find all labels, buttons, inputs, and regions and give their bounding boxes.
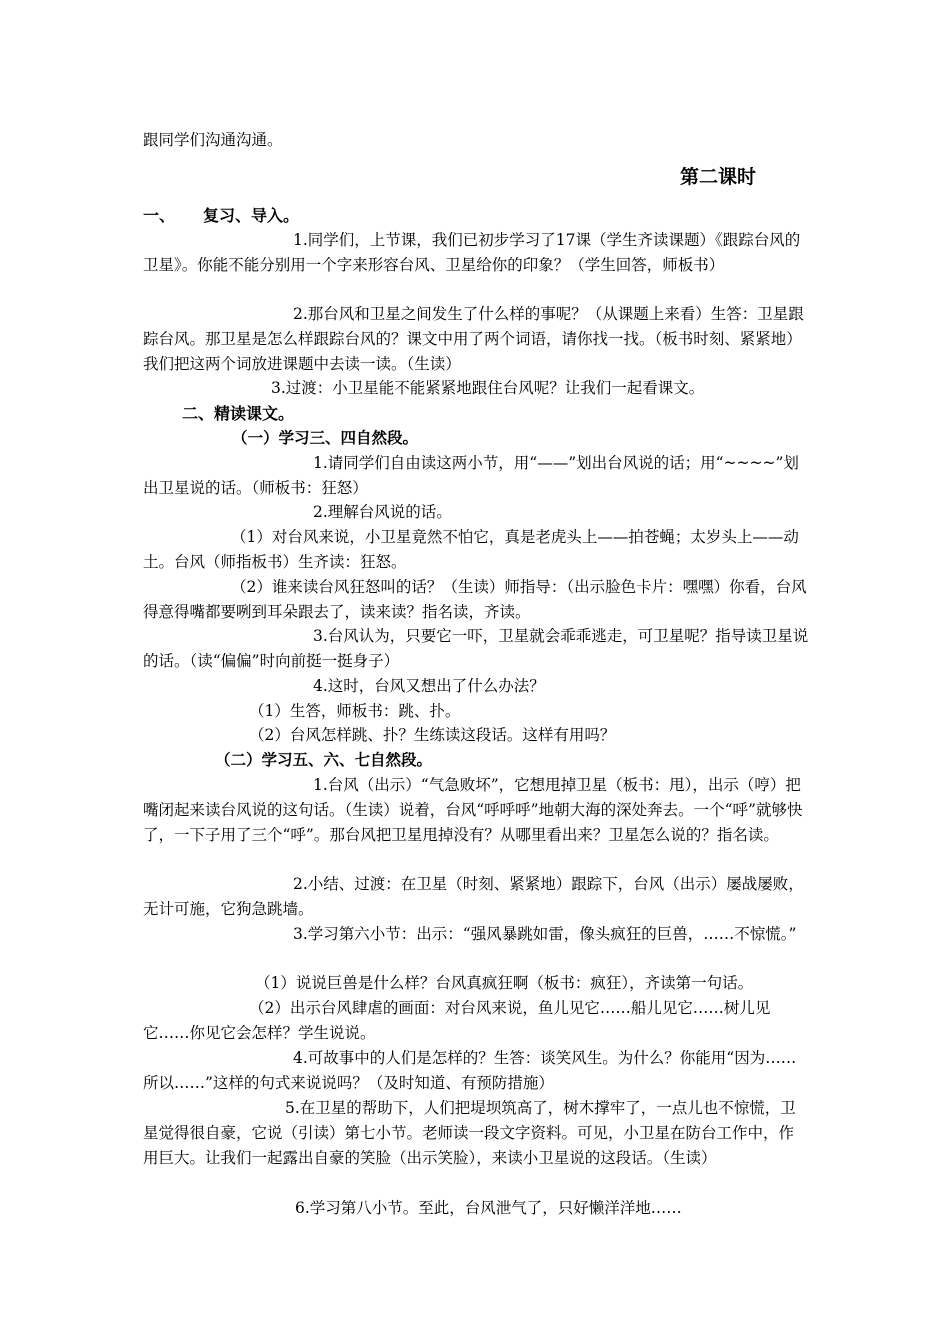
section1-paragraph-3: 3.过渡：小卫星能不能紧紧地跟住台风呢？让我们一起看课文。 [271,379,705,397]
part1-paragraph-3: （1）对台风来说，小卫星竟然不怕它，真是老虎头上——拍苍蝇；太岁头上——动土。台风（师指板书）生齐读：狂怒。 [143,528,799,571]
part1-paragraph-8: （2）台风怎样跳、扑？生练读这段话。这样有用吗？ [249,726,616,744]
intro-tail-line: 跟同学们沟通沟通。 [143,131,283,149]
section2-heading: 二、精读课文。 [182,404,295,423]
part2-paragraph-4: （1）说说巨兽是什么样？台风真疯狂啊（板书：疯狂），齐读第一句话。 [255,974,754,992]
part2-heading: （二）学习五、六、七自然段。 [215,751,433,769]
section1-heading-text: 复习、导入。 [203,206,300,225]
part2-paragraph-8: 6.学习第八小节。至此，台风泄气了，只好懒洋洋地…… [295,1199,682,1217]
section1-paragraph-2: 2.那台风和卫星之间发生了什么样的事呢？（从课题上来看）生答：卫星跟踪台风。那卫星是怎么样跟踪台风的？课文中用了两个词语，请你找一找。（板书时刻、紧紧地）我们把这两个词放进课题中去读一读。（生读） [143,305,804,373]
part1-paragraph-6: 4.这时，台风又想出了什么办法？ [313,677,545,695]
part1-paragraph-1: 1.请同学们自由读这两小节，用“——”划出台风说的话；用“~~~~”划出卫星说的话。（师板书：狂怒） [143,454,799,497]
section1-heading-num: 一、 [143,206,176,225]
part2-paragraph-2: 2.小结、过渡：在卫星（时刻、紧紧地）跟踪下，台风（出示）屡战屡败，无计可施，它狗急跳墙。 [143,875,804,918]
part1-paragraph-5: 3.台风认为，只要它一吓，卫星就会乖乖逃走，可卫星呢？指导读卫星说的话。（读“偏偏”时向前挺一挺身子） [143,627,809,670]
part1-paragraph-2: 2.理解台风说的话。 [313,503,452,521]
section1-heading [143,203,809,228]
part1-heading: （一）学习三、四自然段。 [232,429,419,447]
lesson-title: 第二课时 [680,166,757,188]
part1-paragraph-4: （2）谁来读台风狂怒叫的话？（生读）师指导：（出示脸色卡片：嘿嘿）你看，台风得意得嘴都要咧到耳朵跟去了，读来读？指名读，齐读。 [143,578,807,621]
part2-paragraph-3: 3.学习第六小节：出示：“强风暴跳如雷，像头疯狂的巨兽，……不惊慌。” [293,925,797,943]
part2-paragraph-5: （2）出示台风肆虐的画面：对台风来说，鱼儿见它……船儿见它……树儿见它……你见它会怎样？学生说说。 [143,999,771,1042]
part1-paragraph-7: （1）生答，师板书：跳、扑。 [249,702,461,720]
part2-paragraph-1: 1.台风（出示）“气急败坏”，它想甩掉卫星（板书：甩），出示（哼）把嘴闭起来读台风说的这句话。（生读）说着，台风“呼呼呼”地朝大海的深处奔去。一个“呼”就够快了，一下子用了三个“呼”。那台风把卫星甩掉没有？从哪里看出来？卫星怎么说的？指名读。 [143,776,803,844]
part2-paragraph-7: 5.在卫星的帮助下，人们把堤坝筑高了，树木撑牢了，一点儿也不惊慌，卫星觉得很自豪，它说（引读）第七小节。老师读一段文字资料。可见，小卫星在防台工作中，作用巨大。让我们一起露出自豪的笑脸（出示笑脸），来读小卫星说的这段话。（生读） [143,1099,796,1167]
part2-paragraph-6: 4.可故事中的人们是怎样的？生答：谈笑风生。为什么？你能用“因为……所以……”这样的句式来说说吗？（及时知道、有预防措施） [143,1049,797,1092]
section1-paragraph-1: 1.同学们，上节课，我们已初步学习了17课（学生齐读课题）《跟踪台风的卫星》。你能不能分别用一个字来形容台风、卫星给你的印象？（学生回答，师板书） [143,231,801,274]
